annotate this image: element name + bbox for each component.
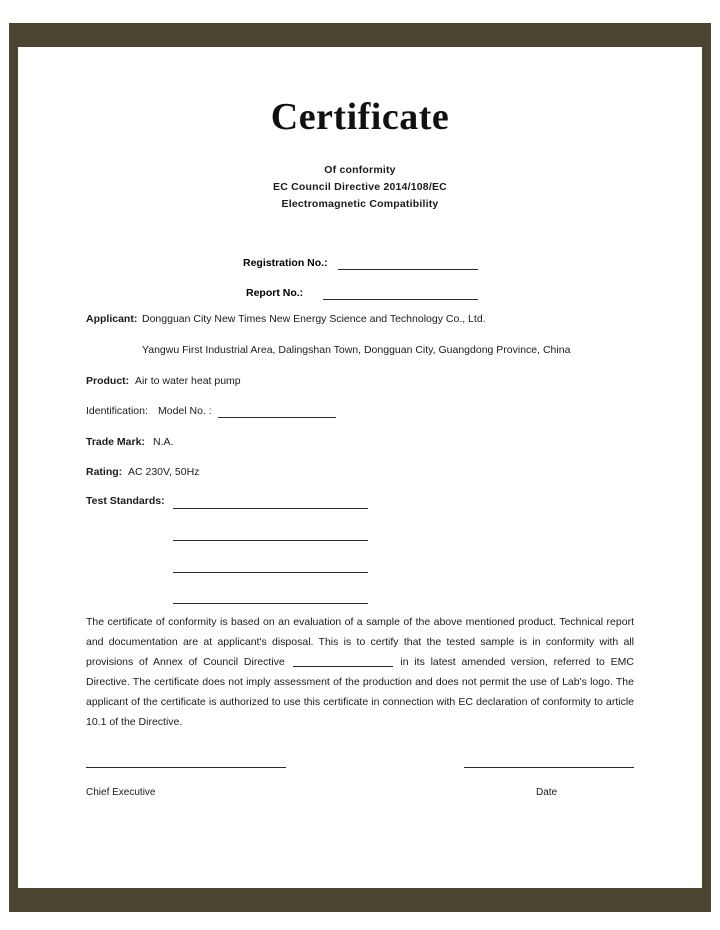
date-label: Date xyxy=(536,787,558,798)
identification-value: Model No. : xyxy=(158,405,212,417)
chief-executive-label: Chief Executive xyxy=(86,787,156,798)
trademark-label: Trade Mark: xyxy=(86,436,145,448)
page-border-left xyxy=(9,23,18,912)
conformity-statement xyxy=(86,612,634,732)
statement-part-2: in its latest amended version, referred to EMC Directive. The certificate does not imply assessment of the production and does not permit the use of Lab's logo. The applicant of the certificate is authorized to use this certificate in connection with EC declaration of conformity to article 10.1 of the Directive. xyxy=(86,656,635,728)
report-no-label: Report No.: xyxy=(246,287,304,299)
test-standards-field-2[interactable] xyxy=(173,540,368,541)
test-standards-label: Test Standards: xyxy=(86,495,165,507)
page-border-top xyxy=(9,23,711,47)
statement-part-1: The certificate of conformity is based on an evaluation of a sample of the above mentioned product. Technical report and documentation are at applicant's disposal. This is to certify that the tested sample is in conformity with all provisions of Annex of Council Directive xyxy=(86,616,634,668)
chief-executive-signature-line[interactable] xyxy=(86,767,286,768)
rating-value: AC 230V, 50Hz xyxy=(128,466,200,478)
applicant-value: Dongguan City New Times New Energy Science and Technology Co., Ltd. xyxy=(142,313,486,325)
trademark-value: N.A. xyxy=(153,436,174,448)
report-no-field[interactable] xyxy=(323,299,478,300)
applicant-address: Yangwu First Industrial Area, Dalingshan Town, Dongguan City, Guangdong Province, China xyxy=(142,344,571,356)
page-border-right xyxy=(702,23,711,912)
subtitle-line-3: Electromagnetic Compatibility xyxy=(281,198,439,210)
product-label: Product: xyxy=(86,375,130,387)
registration-no-label: Registration No.: xyxy=(243,257,328,269)
rating-label: Rating: xyxy=(86,466,123,478)
subtitle-line-1: Of conformity xyxy=(324,164,396,176)
date-signature-line[interactable] xyxy=(464,767,634,768)
subtitle-block xyxy=(18,162,702,213)
test-standards-field-4[interactable] xyxy=(173,603,368,604)
test-standards-field-3[interactable] xyxy=(173,572,368,573)
page-border-bottom xyxy=(9,888,711,912)
product-value: Air to water heat pump xyxy=(135,375,241,387)
applicant-label: Applicant: xyxy=(86,313,138,325)
test-standards-field-1[interactable] xyxy=(173,508,368,509)
page-title: Certificate xyxy=(270,96,450,138)
identification-label: Identification: xyxy=(86,405,148,417)
model-no-field[interactable] xyxy=(218,417,336,418)
subtitle-line-2: EC Council Directive 2014/108/EC xyxy=(273,181,447,193)
registration-no-field[interactable] xyxy=(338,269,478,270)
certificate-sheet xyxy=(18,47,702,888)
directive-blank-field[interactable] xyxy=(293,655,393,667)
